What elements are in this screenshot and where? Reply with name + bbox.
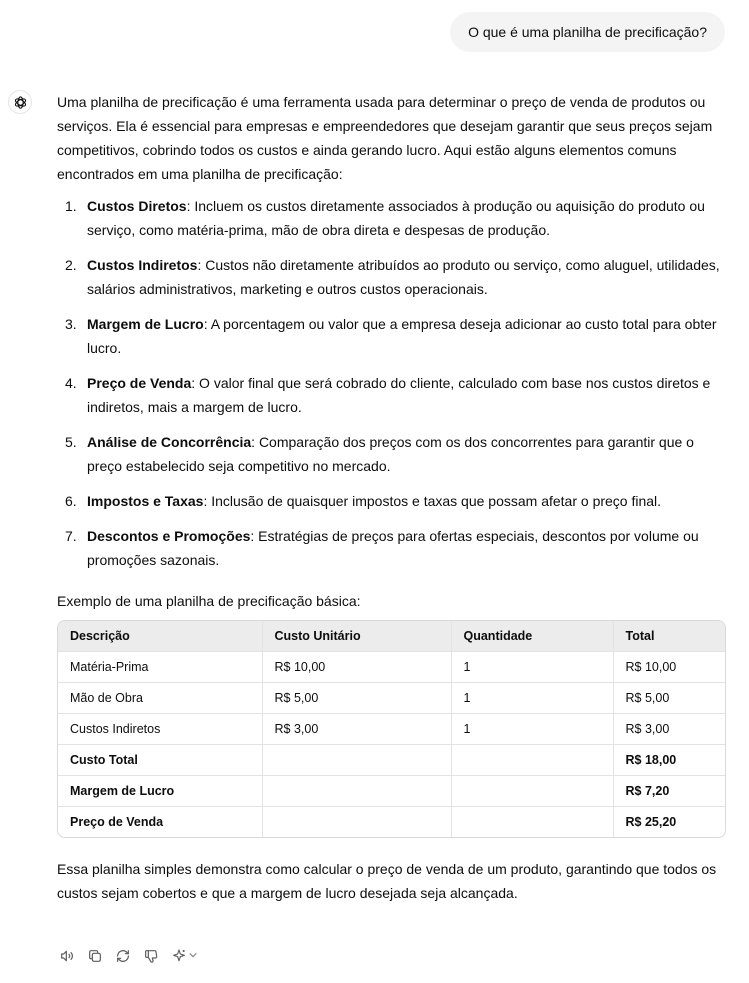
table-cell: R$ 5,00 [262,683,451,714]
list-term: Descontos e Promoções [87,528,251,544]
read-aloud-icon [59,948,75,964]
list-text: : O valor final que será cobrado do cliente, calculado com base nos custos diretos e indiretos, mais a margem de lucro. [87,375,711,415]
example-label: Exemplo de uma planilha de precificação básica: [57,593,361,609]
user-message-bubble: O que é uma planilha de precificação? [450,12,725,52]
table-cell: Mão de Obra [58,683,262,714]
list-term: Custos Diretos [87,198,187,214]
list-term: Custos Indiretos [87,257,198,273]
table-cell [262,776,451,807]
table-cell: Margem de Lucro [58,776,262,807]
closing-paragraph: Essa planilha simples demonstra como calcular o preço de venda de um produto, garantindo que todos os custos sejam cobertos e que a margem de lucro desejada seja alcançada. [57,861,717,901]
table-cell [451,807,613,838]
table-cell [451,745,613,776]
table-cell: Custos Indiretos [58,714,262,745]
table-row [58,776,725,807]
list-item [57,430,727,478]
list-number: 6. [65,493,77,509]
table-cell: 1 [451,714,613,745]
openai-logo-icon [13,95,28,110]
intro-paragraph: Uma planilha de precificação é uma ferramenta usada para determinar o preço de venda de produtos ou serviços. Ela é essencial para empresas e empreendedores que desejam garantir que seus preços sejam competitivos, cobrindo todos os custos e ainda gerando lucro. Aqui estão alguns elementos comuns encontrados em uma planilha de precificação: [57,94,713,182]
table-cell: R$ 7,20 [613,776,725,807]
thumbs-down-button[interactable] [141,946,161,966]
table-cell: R$ 5,00 [613,683,725,714]
elements-list [57,194,727,572]
model-switcher-button[interactable] [169,946,199,966]
chevron-down-wrap [188,947,198,965]
table-row [58,652,725,683]
table-cell: R$ 10,00 [262,652,451,683]
list-term: Impostos e Taxas [87,493,204,509]
table-row [58,683,725,714]
list-number: 1. [65,198,77,214]
assistant-message [57,90,727,905]
list-number: 7. [65,528,77,544]
table-cell [451,776,613,807]
list-item [57,253,727,301]
regenerate-icon [115,948,131,964]
list-text: : Incluem os custos diretamente associados à produção ou aquisição do produto ou serviço, como matéria-prima, mão de obra direta e despesas de produção. [87,198,705,238]
pricing-table [58,621,725,837]
pricing-table-container [57,620,726,838]
table-cell: Matéria-Prima [58,652,262,683]
list-item [57,489,727,513]
table-cell: 1 [451,683,613,714]
table-cell: R$ 25,20 [625,814,677,829]
list-term: Análise de Concorrência [87,434,252,450]
list-text: : Estratégias de preços para ofertas especiais, descontos por volume ou promoções sazonais. [87,528,699,568]
table-header-row [58,621,725,652]
list-item [57,371,727,419]
table-cell: Custo Total [58,745,262,776]
table-row [58,714,725,745]
list-item [57,524,727,572]
table-cell: R$ 3,00 [262,714,451,745]
read-aloud-button[interactable] [57,946,77,966]
thumbs-down-icon [143,948,159,964]
list-number: 5. [65,434,77,450]
table-cell: Preço de Venda [58,807,262,838]
list-item [57,194,727,242]
table-cell: R$ 18,00 [613,745,725,776]
list-text: : Inclusão de quaisquer impostos e taxas que possam afetar o preço final. [203,493,662,509]
table-cell [262,745,451,776]
copy-icon [87,948,103,964]
list-item [57,312,727,360]
sparkle-icon [171,948,187,964]
copy-button[interactable] [85,946,105,966]
header-quantidade: Quantidade [451,621,613,652]
table-row [58,745,725,776]
table-cell: 1 [451,652,613,683]
table-cell [262,807,451,838]
assistant-avatar [8,90,32,114]
message-actions [57,946,199,966]
table-cell: R$ 3,00 [613,714,725,745]
list-number: 4. [65,375,77,391]
header-total: Total [613,621,725,652]
list-text: : Comparação dos preços com os dos concorrentes para garantir que o preço estabelecido seja competitivo no mercado. [87,434,694,474]
header-descricao: Descrição [58,621,262,652]
list-text: : Custos não diretamente atribuídos ao produto ou serviço, como aluguel, utilidades, salários administrativos, marketing e outros custos operacionais. [87,257,720,297]
list-text: : A porcentagem ou valor que a empresa deseja adicionar ao custo total para obter lucro. [87,316,717,356]
regenerate-button[interactable] [113,946,133,966]
list-number: 2. [65,257,77,273]
chevron-down-icon [188,950,198,960]
list-term: Preço de Venda [87,375,192,391]
header-custo-unitario: Custo Unitário [262,621,451,652]
table-row [58,807,725,838]
table-cell: R$ 10,00 [613,652,725,683]
list-term: Margem de Lucro [87,316,204,332]
list-number: 3. [65,316,77,332]
